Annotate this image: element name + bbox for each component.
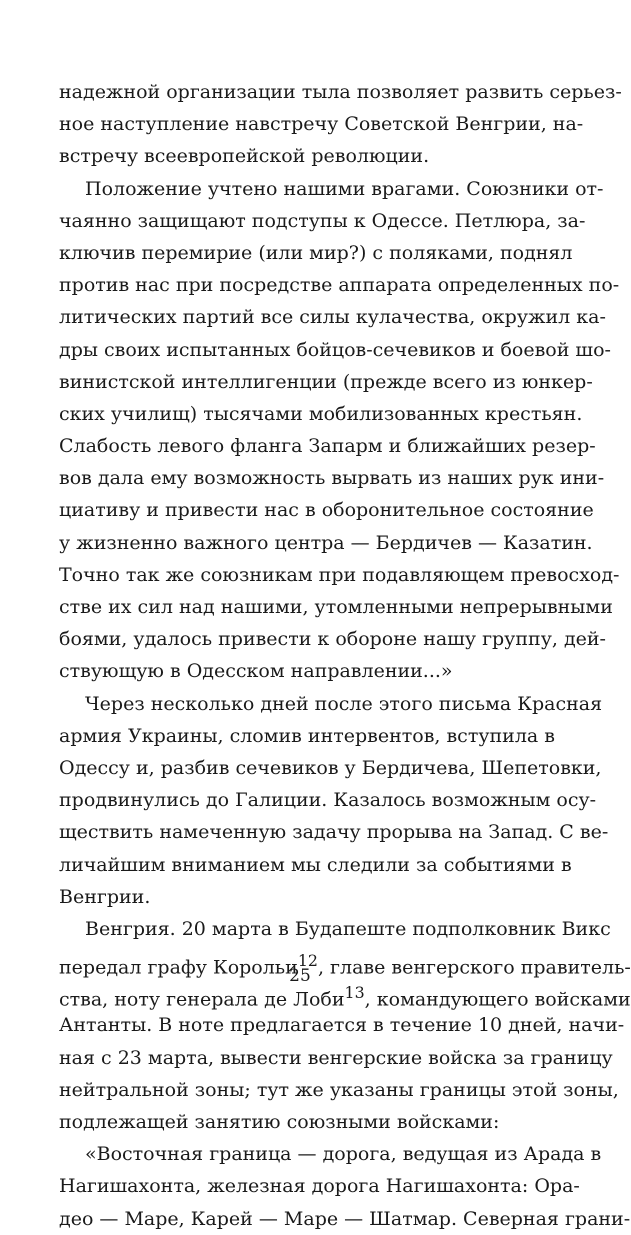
text-line: ная с 23 марта, вывести венгерские войска за границу [59, 1046, 613, 1069]
text-line: «Восточная граница — дорога, ведущая из Арада в [85, 1143, 602, 1166]
text-segment: , командующего войсками [364, 988, 631, 1011]
text-line: нейтральной зоны; тут же указаны границы этой зоны, [59, 1078, 619, 1101]
text-line: надежной организации тыла позволяет развить серьез- [59, 81, 622, 103]
text-line: винистской интеллигенции (прежде всего из юнкер- [59, 370, 593, 393]
text-line: армия Украины, сломив интервентов, вступила в [59, 724, 555, 747]
text-line: ное наступление навстречу Советской Венгрии, на- [59, 113, 584, 136]
text-line: подлежащей занятию союзными войсками: [59, 1111, 500, 1133]
text-segment: передал графу Корольи [59, 956, 298, 979]
page-body [59, 76, 631, 1235]
text-line: Венгрии. [59, 885, 151, 908]
text-line: литических партий все силы кулачества, окружил ка- [59, 306, 606, 329]
text-line: Через несколько дней после этого письма Красная [85, 692, 603, 715]
text-line: ключив перемирие (или мир?) с поляками, поднял [59, 241, 573, 264]
footnote-marker: 12 [297, 951, 318, 971]
text-line: Положение учтено нашими врагами. Союзники от- [85, 177, 604, 200]
text-line: стве их сил над нашими, утомленными непрерывными [59, 596, 613, 618]
text-line: део — Маре, Карей — Маре — Шатмар. Северная грани- [59, 1207, 631, 1230]
text-line: Антанты. В ноте предлагается в течение 10 дней, начи- [59, 1014, 625, 1037]
text-line: боями, удалось привести к обороне нашу группу, дей- [59, 628, 606, 651]
text-line: Нагишахонта, железная дорога Нагишахонта: Ора- [59, 1175, 580, 1198]
text-line: продвинулись до Галиции. Казалось возможным осу- [59, 789, 597, 812]
text-line: против нас при посредстве аппарата определенных по- [59, 274, 620, 297]
text-line: дры своих испытанных бойцов-сечевиков и боевой шо- [59, 338, 611, 361]
text-line: ществить намеченную задачу прорыва на Запад. С ве- [59, 821, 609, 844]
text-line: Венгрия. 20 марта в Будапеште подполковник Викс [85, 917, 611, 940]
text-line: у жизненно важного центра — Бердичев — Казатин. [59, 531, 593, 554]
text-line: Точно так же союзникам при подавляющем превосход- [59, 563, 620, 586]
text-segment: , главе венгерского правитель- [317, 956, 631, 979]
text-line: циативу и привести нас в оборонительное состояние [59, 499, 594, 522]
text-line: ствующую в Одесском направлении...» [59, 660, 453, 683]
text-line: вов дала ему возможность вырвать из наших рук ини- [59, 467, 605, 490]
text-line: Одессу и, разбив сечевиков у Бердичева, Шепетовки, [59, 756, 602, 779]
text-line: ских училищ) тысячами мобилизованных крестьян. [59, 402, 583, 425]
page-number: 25 [289, 966, 311, 986]
text-line: чаянно защищают подступы к Одессе. Петлюра, за- [59, 209, 586, 232]
text-line: Слабость левого фланга Запарм и ближайших резер- [59, 435, 596, 458]
footnote-marker: 13 [344, 983, 365, 1003]
text-line: встречу всеевропейской революции. [59, 145, 430, 168]
text-line: личайшим вниманием мы следили за событиями в [59, 853, 572, 876]
text-segment: ства, ноту генерала де Лоби [59, 988, 345, 1011]
